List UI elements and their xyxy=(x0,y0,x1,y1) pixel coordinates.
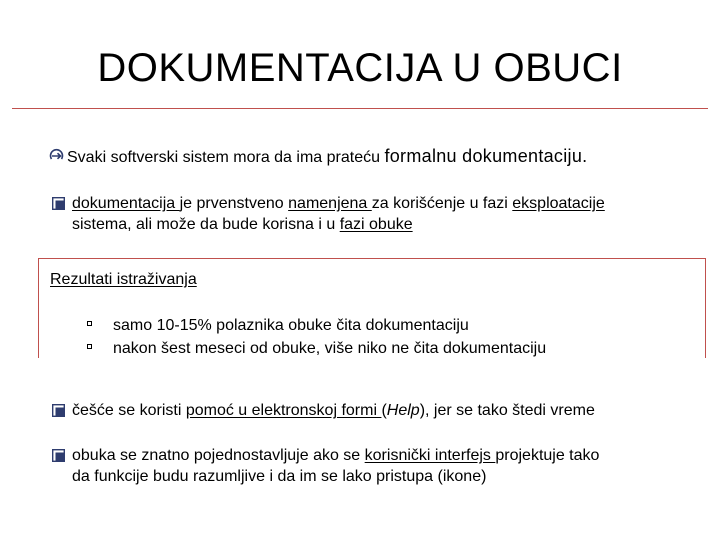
research-item: samo 10-15% polaznika obuke čita dokumentaciju xyxy=(113,317,469,334)
point1-w5: eksploatacije xyxy=(512,195,605,212)
point2-w3: ( xyxy=(381,402,387,419)
point2-w1: češće se koristi xyxy=(72,402,186,419)
research-item: nakon šest meseci od obuke, više niko ne čita dokumentaciju xyxy=(113,340,547,357)
point2-w4: Help xyxy=(386,402,420,419)
title-divider xyxy=(12,108,708,109)
point1-line2b: fazi obuke xyxy=(339,216,413,233)
square-bullet-icon xyxy=(87,321,92,326)
square-bullet-icon xyxy=(87,344,92,349)
point3-w3: projektuje tako xyxy=(495,447,600,464)
research-heading-text: Rezultati istraživanja xyxy=(50,271,197,288)
point1-w3: namenjena xyxy=(288,195,372,212)
research-heading xyxy=(50,269,197,290)
point1-line2 xyxy=(72,214,413,235)
point1-line1 xyxy=(72,193,605,214)
intro-text-b: formalnu dokumentaciju. xyxy=(384,146,588,166)
point3-w1: obuka se znatno pojednostavljuje ako se xyxy=(72,447,365,464)
point2-line xyxy=(72,400,595,421)
slide-title: DOKUMENTACIJA U OBUCI xyxy=(97,46,623,90)
intro-text-a: Svaki softverski sistem mora da ima prateću xyxy=(67,149,385,166)
intro-text xyxy=(67,146,587,168)
checkbox-icon xyxy=(52,404,65,417)
point1-w2: je prvenstveno xyxy=(179,195,289,212)
point2-w5: ), jer se tako štedi vreme xyxy=(419,402,595,419)
point3-line2: da funkcije budu razumljive i da im se lako pristupa (ikone) xyxy=(72,468,487,485)
checkbox-icon xyxy=(52,197,65,210)
point1-w4: za korišćenje u fazi xyxy=(371,195,513,212)
point3-line1 xyxy=(72,445,599,466)
point1-w1: dokumentacija xyxy=(72,195,180,212)
point1-line2a: sistema, ali može da bude korisna i u xyxy=(72,216,340,233)
checkbox-icon xyxy=(52,449,65,462)
point2-w2: pomoć u elektronskoj formi xyxy=(185,402,382,419)
point3-w2: korisnički interfejs xyxy=(364,447,496,464)
circled-arrow-right-icon xyxy=(49,148,65,164)
